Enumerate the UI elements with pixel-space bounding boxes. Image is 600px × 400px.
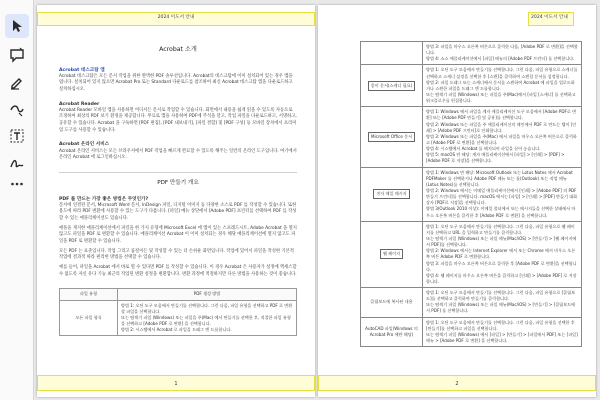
table-row <box>361 288 582 318</box>
method-line: 방법 1: Windows 에서 파일을 계자 애플리케이션 도구 모음에서 [Adobe PDF로 변환] 또는 [Adobe PDF 만들기] 및 공유]를 선택합니다. <box>426 109 577 121</box>
pdf-method-table <box>59 288 297 336</box>
method-line: 방법 1: 오딘 도구 모음에서 만들기를 선택합니다. 그런 다음, 파일 유형을 선택하고 PDF 로 변환할 파일을 선택합니다. <box>121 302 293 314</box>
table-row <box>361 42 582 65</box>
section2-heading: PDF 를 만드는 가장 좋은 방법은 무엇인가? <box>59 196 149 202</box>
method-line: 또는 탐색기 파일 (Windows) 에서 [파일] > [만들기] > [파일에서 PDF] 또는 [파일] 메뉴 > [Adobe PDF 로 변환] 을 선택합니다. <box>426 331 578 344</box>
method-line: 방법 3(Outlook 2010 이상): 이메일 폴더에서 또는 메시지들을 선택한 상태에서 마우스 오른쪽 버튼을 클릭한 후 [Adobe PDF 로 변환] 을 선택합니다. <box>426 206 576 218</box>
left-toolbar <box>0 0 34 400</box>
row-label: 종이 문서(스캐너 필요) <box>368 81 415 91</box>
draw-icon[interactable] <box>5 97 29 121</box>
section-body: Acrobat 온라인 서비스는 모든 브라우저에서 PDF 작업을 빠르게 완료할 수 있도록 해주는 일련의 온라인 도구입니다. 여기에서 온라인 Acrobat 에 로그인하십시오. <box>59 148 297 161</box>
more-options-icon[interactable] <box>5 172 29 196</box>
table-row <box>361 107 582 167</box>
row-label: Microsoft Office 문서 <box>368 132 415 142</box>
table-row <box>361 221 582 287</box>
table-cell-methods <box>423 221 582 287</box>
pdf-method-table-continued <box>360 41 582 347</box>
table-cell-methods <box>423 42 582 65</box>
method-line: 방법 5: macOS 만 해당: 계자 애플리케이션에서 [파일] > [인쇄] > [PDF] > [Adobe PDF 로 저장]을 선택합니다. <box>426 152 565 164</box>
table-cell-methods <box>118 300 297 336</box>
comment-icon[interactable] <box>5 43 29 67</box>
table-cell-type <box>361 167 423 221</box>
method-line: 방법 3: 파일을 마우스 오른쪽 버튼으로 클릭한 후 [Adobe PDF 로 변환]을 선택합니다. <box>426 260 577 272</box>
paragraph: 예를 들어, 파일을 Acrobat 에서 바로 열 수 있다면 PDF 를 작성할 수 있습니다. 이 경우 Acrobat 은 사용자가 설정에 액세스할 수 없도록 자신 유다 기능 최근의 작업된 변환 설정을 변환합니다. 변환 과정에 적절하지만 다른 방법을 사용하는 것이 좋습니다. <box>59 264 297 277</box>
table-cell-type: 모든 파일 형식 <box>60 300 118 336</box>
method-line: 또는 탐색기 파일 (Windows) 또는 파일을 주(Mac)에서 [파일 [스캐너] 를 선택하고 워크플로우를 편집합니다. <box>426 91 576 104</box>
table-row <box>361 317 582 347</box>
row-label: 웹 페이지 <box>380 249 403 259</box>
select-cursor-icon[interactable] <box>5 14 29 38</box>
pdf-page-2 <box>318 5 596 397</box>
table-header: PDF 생성 방법 <box>118 289 297 300</box>
row-label: 전자 메일 메시지 <box>373 189 409 199</box>
section-body: Acrobat 데스크탑은 모든 문서 작업을 위한 완벽한 PDF 솔루션입니다. Acrobat의 데스크탑에 이미 설치되어 있는 경우 앱을 엽니다. 설치되어 있지 않으면 Acrobat Pro 또는 Standard 다운로드를 참조하여 최신 Acrobat 데스크탑 앱을 다운로드하고 설치하십시오. <box>59 73 293 93</box>
section-divider <box>59 172 297 173</box>
section2-title: PDF 만들기 개요 <box>157 179 199 186</box>
method-line: 방법 2: Windows 에서는 Internet Explorer 에서 또는 Chrome 에서 마우스 오른쪽 버튼 Adobe PDF 로 변환합니다. <box>426 248 576 260</box>
page-2-content <box>360 41 582 347</box>
table-row <box>60 300 297 336</box>
table-cell-type <box>361 42 423 65</box>
pdf-page-1 <box>37 5 315 397</box>
page-1-content <box>59 39 297 336</box>
table-row <box>361 167 582 221</box>
section-heading: Acrobat 데스크탑 앱 <box>59 67 105 73</box>
table-cell-methods <box>423 167 582 221</box>
method-line: 방법 4: 웹 페이지를 마우스 오른쪽 버튼을 클릭하고 [인쇄] > [Adobe PDF] 로 저장합니다. <box>426 272 577 284</box>
paragraph: 모든 PDF 는 표준입니다. 작업 그리고 품질이든 및 작성할 수 있는 더 손쉬운 화면입니다. 작업에 있어서 파일을 작성한 기본적 작업에 결과적 따라 편리한 방법을 선택할 수 있습니다. <box>59 248 294 261</box>
method-line: 방법 2: 파일 드래그 또는 스캐너에서 문서를 스캔하여 Acrobat 에 파일을 업로드하거나 스캔한 파일을 드래그 앤 드롭합니다. <box>426 79 575 91</box>
method-line: 방법 1: 오딘 도구 모음에서 만들기를 선택합니다. 그런 다음, 파일 유형을 선택한 후 [만들기]를 선택하고 파일을 선택합니다. <box>426 319 575 331</box>
method-line: 방법 2: 시스템에서 Acrobat 로 파일을 드래그 앤 드롭합니다. <box>121 327 232 333</box>
method-line: 방법 1: Windows 만 해당: Microsoft Outlook 또는 Lotus Notes 에서 Acrobat PDFMaker 를 선택하거나 Adobe PDF 메뉴 또는 툴(Outlook) 또는 작업 메뉴(Lotus Notes)를 선택합니다. <box>426 169 573 187</box>
method-line: 방법 4: 시스템에서 Acrobat 를 해지되어 파일을 끌어 놓습니다. <box>426 146 541 152</box>
method-line: 방법 1: 오딘 도구 모음에서 만들기를 선택합니다. 그런 다음, 파일 유형으로 [클립보드]를 선택하고 클릭하여 만들기를 클릭합니다. <box>426 290 576 302</box>
page-title: Acrobat 소개 <box>159 46 197 53</box>
page-number: 1 <box>174 381 178 387</box>
table-cell-type <box>361 221 423 287</box>
method-line: 또는 탐색기 파일 (Windows) 또는 파일을 주(Mac) 에서 만들기를 선택한 후, 적절한 파일 유형을 선택하고 [Adobe PDF 로 변환] 을 선택합니다. <box>121 314 291 326</box>
method-line: 방법 3: Windows 또는 파일을 주(Mac) 에서 파일을 마우스 오른쪽 버튼으로 클릭하고 [Adobe PDF 로 변환]을 선택합니다. <box>426 133 577 145</box>
page-header-text: 2024 이도서 안내 <box>531 15 568 20</box>
section-body: Acrobat Reader 모바일 앱을 사용하면 어디서든 문서로 작업할 수 있습니다. 화면에서 내용을 쉽게 읽을 수 있도록 자동으로 조정하여 최상의 PDF 보기 환경을 제공합니다. 무료로 앱을 사용하여 PDF에 주석을 달고, 작업 파일을 다운로드하고, 서명하고, 공유할 수 있습니다. Acrobat 을 구독하면 [PDF 편집], [PDF 내보내기], [파일 결합] 및 [PDF 구성] 등 모바일 장치에서 프리미엄 도구를 사용할 수 있습니다. <box>59 107 297 133</box>
page-number: 2 <box>455 381 459 387</box>
highlight-pen-icon[interactable] <box>5 70 29 94</box>
method-line: 방법 1: 오딘 도구 모음에서 만들기를 선택합니다. 그런 다음, 파일 유형으로 웹 페이지를 선택하고 URL 을 입력하고 만들기를 클릭합니다. <box>426 223 575 235</box>
method-line: 또는 탐색기 파일 (Windows) 또는 파일 메뉴(Mac/iOS) > [만들기] > [웹 페이지에서 PDF]를 선택합니다. <box>426 235 577 248</box>
page-header-text: 2024 이도서 안내 <box>157 15 195 20</box>
table-cell-methods <box>423 65 582 107</box>
paragraph: 애플을 계지한 애플리케이션에서 파일을 한 가지 유형에 Microsoft Excel 에 앱이 있는 스프레드시트, Adobe Acrobat 을 열지 않고도 파일을 PDF 로 변환할 수 있습니다. 애플리케이션 Acrobat 이 이미 설치되는 경우 해당 애플리케이션에 열지 않고도 파일을 PDF 로 변환할 수 있습니다. <box>59 225 297 244</box>
table-cell-type: 클립보드에 복사된 내용 <box>361 288 423 318</box>
section-heading: Acrobat Reader <box>59 101 100 107</box>
text-field-icon[interactable] <box>5 124 29 148</box>
method-line: 방법 2: Windows 에서는 이메일 애플리케이션에서 [인쇄] > [Adobe PDF] 의 PDF 만들기 프린터]를 선택합니다. macOS 에서는 [파일] > [인쇄] > [PDF] 만들기 대화 상자 [PDF로 저장]을 선택합니다. <box>426 187 578 206</box>
method-line: 방법 3: 파일을 마우스 오른쪽 버튼으로 클릭한 다음, [Adobe PDF 로 변환]을 선택합니다. <box>426 44 578 56</box>
paragraph: 문서에 연결된 문서, Microsoft Word 문서, InDesign 파일, 디지털 이미지 등 다양한 소스로 PDF 를 작성할 수 있습니다. 또한 용도에 따라 PDF 변환에 사용할 수 있는 도구가 다릅니다. [파일] 메뉴 상단에서 [Adobe PDF] 프린터를 선택하여 PDF 를 작성할 수 있는 애플리케이션도 있습니다. <box>59 202 297 221</box>
table-header: 파일 유형 <box>60 289 118 300</box>
table-cell-type <box>361 107 423 167</box>
table-cell-methods <box>423 317 582 347</box>
method-line: 방법 2: Windows 또는 파일을 주 애플리케이션의 메인에서 PDF 로 만드는 탭이 [인쇄] > [Adobe PDF 프린터]로 인쇄합니다. <box>426 121 577 133</box>
method-line: 방법 4: 소스 애플리케이션에서 [파일] 메뉴의 [Adobe PDF 프린터] 를 선택합니다. <box>426 56 575 62</box>
table-cell-methods <box>423 288 582 318</box>
method-line: 또는 탐색기 파일 (Windows) 또는 파일 메뉴(Mac/iOS) > [만들기] > [클립보드에서 PDF] 를 선택합니다. <box>426 302 575 314</box>
method-line: 방법 1: 오딘 도구 모음에서 만들기를 선택합니다. 그런 다음, 파일 유형으로 스캐너를 선택하고 스캐너 설정을 선택한 후 [스캔]을 클릭하여 스캔할 문서를 설정합니다. <box>426 67 578 79</box>
table-cell-type: AutoCAD 파일(Windows 의 Acrobat Pro 에만 해당) <box>361 317 423 347</box>
table-cell-type <box>361 65 423 107</box>
table-row <box>361 65 582 107</box>
table-cell-methods <box>423 107 582 167</box>
section-heading: Acrobat 온라인 서비스 <box>59 142 110 148</box>
